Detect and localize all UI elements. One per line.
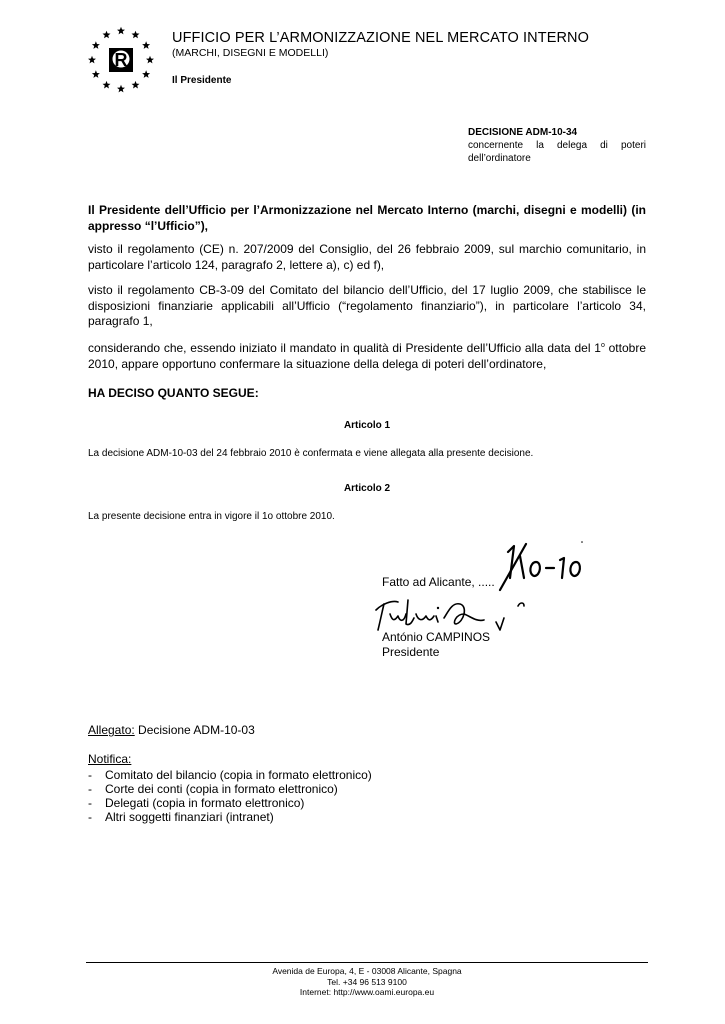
list-bullet-icon: - bbox=[88, 767, 92, 782]
list-item-text: Delegati (copia in formato elettronico) bbox=[105, 795, 305, 810]
list-bullet-icon: - bbox=[88, 795, 92, 810]
decided-heading: HA DECISO QUANTO SEGUE: bbox=[88, 386, 259, 400]
considerando-part-b: ottobre 2010, appare opportuno confermare la situazione della delega di poteri dell’ordinatore, bbox=[88, 341, 646, 371]
logo-star-icon bbox=[92, 70, 100, 78]
logo-star-icon bbox=[117, 27, 125, 35]
notification-section bbox=[88, 752, 372, 824]
signatory-name: António CAMPINOS bbox=[382, 630, 491, 644]
list-item-text: Corte dei conti (copia in formato elettronico) bbox=[105, 781, 338, 796]
logo-star-icon bbox=[103, 81, 111, 89]
office-subtitle: (MARCHI, DISEGNI E MODELLI) bbox=[172, 47, 329, 59]
decision-box bbox=[468, 126, 646, 165]
logo-star-icon bbox=[92, 41, 100, 49]
logo-star-icon bbox=[142, 70, 150, 78]
annex-value: Decisione ADM-10-03 bbox=[134, 723, 255, 737]
list-item bbox=[88, 796, 372, 810]
footer bbox=[86, 966, 648, 998]
logo-star-icon bbox=[132, 31, 140, 39]
logo-star-icon bbox=[117, 85, 125, 93]
handwritten-date bbox=[486, 538, 586, 594]
decision-description: concernente la delega di poteri dell’ordinatore bbox=[468, 140, 646, 164]
signatory-role: Presidente bbox=[382, 645, 440, 659]
notification-label: Notifica: bbox=[88, 752, 132, 766]
office-head: Il Presidente bbox=[172, 75, 232, 86]
footer-divider bbox=[86, 962, 648, 963]
logo-star-icon bbox=[103, 31, 111, 39]
preamble-visto-1: visto il regolamento (CE) n. 207/2009 del Consiglio, del 26 febbraio 2009, sul marchio comunitario, in particolare l’articolo 124, paragrafo 2, lettere a), c) ed f), bbox=[88, 242, 646, 272]
preamble-considerando bbox=[88, 341, 646, 372]
list-bullet-icon: - bbox=[88, 781, 92, 796]
decision-id: DECISIONE ADM-10-34 bbox=[468, 127, 578, 138]
article-1-title: Articolo 1 bbox=[343, 420, 391, 431]
considerando-part-a: considerando che, essendo iniziato il mandato in qualità di Presidente dell’Ufficio alla data del 1 bbox=[88, 341, 601, 355]
list-item bbox=[88, 810, 372, 824]
list-item bbox=[88, 782, 372, 796]
article-2-text: La presente decisione entra in vigore il 1o ottobre 2010. bbox=[88, 511, 335, 522]
list-item-text: Altri soggetti finanziari (intranet) bbox=[105, 809, 274, 824]
footer-internet: Internet: http://www.oami.europa.eu bbox=[299, 987, 435, 997]
considerando-superscript: o bbox=[600, 342, 605, 349]
preamble-visto-2: visto il regolamento CB-3-09 del Comitato del bilancio dell’Ufficio, del 17 luglio 2009, che stabilisce le disposizioni finanziarie applicabili all’Ufficio (“regolamento finanziario”), in particolare l’articolo 34, paragrafo 1, bbox=[88, 283, 646, 328]
footer-tel: Tel. +34 96 513 9100 bbox=[327, 976, 407, 987]
list-item bbox=[88, 768, 372, 782]
ohim-logo bbox=[86, 26, 156, 96]
list-item-text: Comitato del bilancio (copia in formato elettronico) bbox=[105, 767, 372, 782]
signature-place: Fatto ad Alicante, ..... bbox=[382, 575, 495, 589]
logo-star-icon bbox=[88, 56, 96, 64]
logo-star-icon bbox=[132, 81, 140, 89]
article-1-text: La decisione ADM-10-03 del 24 febbraio 2010 è confermata e viene allegata alla presente decisione. bbox=[88, 448, 534, 459]
annex-label: Allegato: bbox=[88, 723, 135, 737]
office-name: UFFICIO PER L’ARMONIZZAZIONE NEL MERCATO INTERNO bbox=[172, 30, 590, 46]
logo-letter: R bbox=[114, 50, 128, 70]
notification-list bbox=[88, 768, 372, 824]
annex bbox=[88, 723, 255, 739]
logo-star-icon bbox=[146, 56, 154, 64]
list-bullet-icon: - bbox=[88, 809, 92, 824]
preamble-opening: Il Presidente dell’Ufficio per l’Armonizzazione nel Mercato Interno (marchi, disegni e modelli) (in appresso “l’Ufficio”), bbox=[88, 203, 646, 233]
logo-star-icon bbox=[142, 41, 150, 49]
article-2-title: Articolo 2 bbox=[343, 483, 391, 494]
footer-address: Avenida de Europa, 4, E - 03008 Alicante, Spagna bbox=[272, 966, 462, 976]
